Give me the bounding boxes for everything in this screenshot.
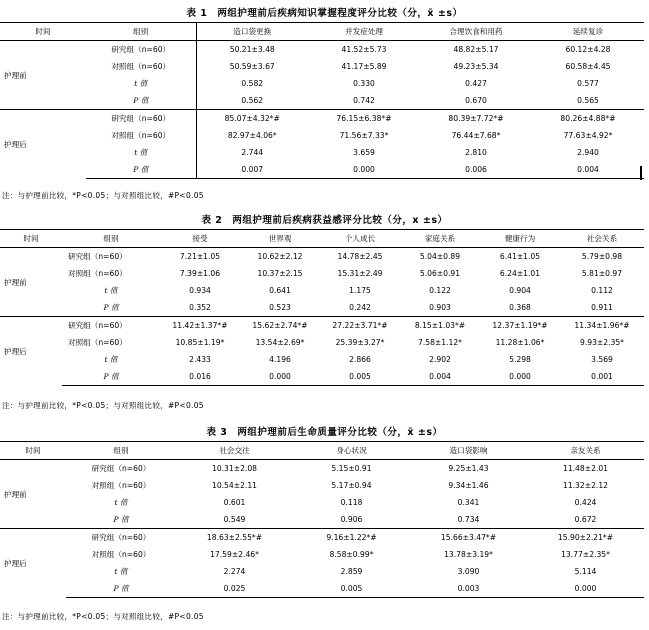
t1-cell: 49.23±5.34 [453, 62, 499, 71]
t2-header-3: 世界观 [240, 230, 320, 248]
t2-cell: 8.15±1.03*# [400, 317, 480, 335]
t2-row [0, 299, 644, 317]
t3-cell: 0.734 [457, 515, 480, 524]
t1-cell: 60.12±4.28 [565, 45, 611, 54]
t2-row-label: 研究组（n=60） [62, 317, 160, 335]
t2-header-0: 时间 [0, 230, 62, 248]
t1-cell: 41.17±5.89 [341, 62, 387, 71]
t2-header-7: 社会关系 [560, 230, 644, 248]
t2-cell: 11.42±1.37*# [160, 317, 240, 335]
t3-cell: 0.005 [293, 580, 410, 598]
t3-cell: 5.114 [574, 567, 597, 576]
t3-pre-label: 护理前 [4, 489, 27, 499]
t1-row [0, 161, 644, 179]
t3-cell: 5.17±0.94 [331, 481, 372, 490]
t3-row-label: 研究组（n=60） [91, 464, 151, 473]
t2-cell: 0.523 [269, 303, 291, 312]
table-3-header-row [0, 442, 644, 460]
table-2-note: 注：与护理前比较，*P<0.05；与对照组比较，#P<0.05 [2, 401, 204, 410]
t2-cell: 27.22±3.71*# [320, 317, 400, 335]
t2-cell: 0.000 [480, 368, 560, 386]
t2-row [0, 248, 644, 266]
t3-cell: 13.77±2.35* [561, 550, 610, 559]
t1-cell: 60.58±4.45 [565, 62, 611, 71]
table-3-caption [0, 424, 649, 438]
t2-header-2: 接受 [160, 230, 240, 248]
t1-cell: 71.56±7.33* [339, 131, 389, 140]
t2-cell: 2.433 [189, 355, 211, 364]
t3-row-label: P 值 [66, 580, 176, 598]
t2-post-label: 护理后 [0, 317, 62, 386]
t3-post-label: 护理后 [0, 529, 66, 598]
table-1-caption [0, 5, 649, 19]
t2-cell: 7.58±1.12* [418, 338, 462, 347]
t2-row-label: t 值 [104, 355, 118, 364]
t3-row-label: t 值 [114, 567, 128, 576]
t1-row-label: 对照组（n=60） [111, 131, 171, 140]
t1-row-label: P 值 [133, 96, 149, 105]
t1-row-label: t 值 [134, 79, 148, 88]
table-2-header-row [0, 230, 644, 248]
t3-cell: 0.906 [340, 515, 363, 524]
table-2-number: 表 2 [201, 215, 223, 226]
t3-cell: 10.54±2.11 [211, 481, 257, 490]
t2-row [0, 334, 644, 351]
t1-cell: 0.582 [196, 75, 308, 92]
t3-cell: 0.672 [574, 515, 597, 524]
t2-cell: 11.28±1.06* [495, 338, 545, 347]
t3-row [0, 529, 644, 547]
t3-cell: 13.78±3.19* [444, 550, 493, 559]
t2-cell: 0.005 [320, 368, 400, 386]
t1-cell: 0.577 [577, 79, 599, 88]
t1-header-5: 延续复诊 [532, 23, 644, 41]
t1-cell: 0.562 [196, 92, 308, 110]
t3-header-3: 身心状况 [293, 442, 410, 460]
t1-row [0, 127, 644, 144]
t2-cell: 0.904 [509, 286, 531, 295]
t2-cell: 3.569 [591, 355, 613, 364]
t1-cell: 41.52±5.73 [341, 45, 387, 54]
t2-cell: 0.122 [429, 286, 451, 295]
t3-row-label: 对照组（n=60） [91, 550, 151, 559]
t2-row [0, 351, 644, 368]
table-3-title: 两组护理前后生命质量评分比较（分，x̄ ±s） [237, 427, 443, 438]
t3-row-label: 对照组（n=60） [91, 481, 151, 490]
t3-row [0, 460, 644, 478]
t3-cell: 17.59±2.46* [210, 550, 259, 559]
t1-header-4: 合理饮食和用药 [420, 23, 532, 41]
t2-cell: 4.196 [269, 355, 291, 364]
t2-cell: 15.62±2.74*# [240, 317, 320, 335]
t2-row [0, 282, 644, 299]
t2-row-label: P 值 [103, 303, 119, 312]
t1-row [0, 75, 644, 92]
t3-cell: 8.58±0.99* [329, 550, 374, 559]
t2-cell: 0.368 [509, 303, 531, 312]
t1-cell: 0.000 [308, 161, 420, 179]
t1-cell: 82.97±4.06* [196, 127, 308, 144]
t1-post-label: 护理后 [0, 110, 86, 179]
t2-row-label: 研究组（n=60） [68, 252, 127, 261]
t1-cell: 77.63±4.92* [563, 131, 613, 140]
t1-row [0, 92, 644, 110]
t2-cell: 0.004 [400, 368, 480, 386]
t1-cell: 80.39±7.72*# [420, 110, 532, 128]
t2-row-label: 对照组（n=60） [68, 269, 127, 278]
t2-cell: 10.62±2.12 [257, 252, 303, 261]
t2-row-label: t 值 [104, 286, 118, 295]
t3-row [0, 477, 644, 494]
t1-cell: 0.565 [577, 96, 599, 105]
text-cursor [640, 166, 642, 180]
t1-cell: 48.82±5.17 [453, 45, 499, 54]
t2-cell: 5.04±0.89 [419, 252, 461, 261]
t1-row [0, 110, 644, 128]
t2-cell: 0.934 [189, 286, 211, 295]
t1-cell: 76.44±7.68* [451, 131, 501, 140]
table-1-header-row [0, 23, 644, 41]
t1-cell: 0.427 [465, 79, 487, 88]
t3-cell: 0.601 [223, 498, 246, 507]
t2-cell: 0.242 [349, 303, 371, 312]
t3-header-4: 造口袋影响 [410, 442, 527, 460]
t3-header-2: 社会交往 [176, 442, 293, 460]
t3-cell: 15.90±2.21*# [527, 529, 644, 547]
t2-cell: 5.81±0.97 [581, 269, 623, 278]
t3-cell: 0.424 [574, 498, 597, 507]
t3-cell: 10.31±2.08 [211, 464, 257, 473]
t1-cell: 0.742 [353, 96, 375, 105]
t1-cell: 0.004 [532, 161, 644, 179]
t2-row-label: P 值 [62, 368, 160, 386]
t1-row [0, 58, 644, 75]
t2-cell: 2.866 [349, 355, 371, 364]
t1-cell: 80.26±4.88*# [532, 110, 644, 128]
t2-header-4: 个人成长 [320, 230, 400, 248]
t3-cell: 0.003 [410, 580, 527, 598]
table-2-caption [0, 212, 649, 226]
t1-header-1: 组别 [86, 23, 196, 41]
t3-cell: 5.15±0.91 [331, 464, 372, 473]
t1-cell: 2.744 [196, 144, 308, 161]
t2-cell: 6.41±1.05 [499, 252, 541, 261]
t2-cell: 0.641 [269, 286, 291, 295]
t1-cell: 2.940 [577, 148, 599, 157]
t2-cell: 5.298 [509, 355, 531, 364]
t3-cell: 9.34±1.46 [448, 481, 489, 490]
t2-cell: 9.93±2.35* [580, 338, 624, 347]
t2-row-label: 对照组（n=60） [68, 338, 127, 347]
t3-cell: 9.16±1.22*# [293, 529, 410, 547]
t2-cell: 10.85±1.19* [175, 338, 225, 347]
t2-cell: 0.911 [591, 303, 613, 312]
t3-cell: 11.48±2.01 [562, 464, 608, 473]
t2-cell: 6.24±1.01 [499, 269, 541, 278]
t2-cell: 10.37±2.15 [257, 269, 303, 278]
t3-row-label: 研究组（n=60） [66, 529, 176, 547]
t1-row-label: 研究组（n=60） [111, 45, 171, 54]
table-2 [0, 229, 644, 386]
t1-cell: 50.59±3.67 [196, 58, 308, 75]
t1-header-3: 并发症处理 [308, 23, 420, 41]
t1-cell: 0.006 [420, 161, 532, 179]
t2-cell: 12.37±1.19*# [480, 317, 560, 335]
t1-row-label: 对照组（n=60） [111, 62, 171, 71]
table-1-note: 注：与护理前比较，*P<0.05；与对照组比较，#P<0.05 [2, 191, 204, 200]
t3-row [0, 546, 644, 563]
t1-cell: 2.810 [465, 148, 487, 157]
t1-cell: 50.21±3.48 [196, 41, 308, 59]
t1-row-label: 研究组（n=60） [86, 110, 196, 128]
t2-cell: 25.39±3.27* [335, 338, 385, 347]
t2-header-6: 健康行为 [480, 230, 560, 248]
t1-cell: 76.15±6.38*# [308, 110, 420, 128]
t3-cell: 0.118 [340, 498, 363, 507]
t3-cell: 0.000 [527, 580, 644, 598]
t3-header-5: 亲友关系 [527, 442, 644, 460]
t1-cell: 0.670 [465, 96, 487, 105]
table-3-number: 表 3 [206, 427, 228, 438]
t1-row [0, 41, 644, 59]
t3-row-label: t 值 [114, 498, 128, 507]
t1-cell: 0.330 [353, 79, 375, 88]
t1-pre-label: 护理前 [4, 70, 27, 80]
t2-cell: 15.31±2.49 [337, 269, 383, 278]
t2-cell: 0.016 [160, 368, 240, 386]
t3-row [0, 511, 644, 529]
t2-cell: 14.78±2.45 [337, 252, 383, 261]
t3-cell: 2.274 [223, 567, 246, 576]
t2-row [0, 317, 644, 335]
t2-header-5: 家庭关系 [400, 230, 480, 248]
t3-header-1: 组别 [66, 442, 176, 460]
t2-cell: 7.21±1.05 [179, 252, 221, 261]
t1-row-label: t 值 [134, 148, 148, 157]
table-1-number: 表 1 [186, 8, 208, 19]
t3-cell: 0.025 [176, 580, 293, 598]
t2-cell: 0.112 [591, 286, 613, 295]
t1-header-0: 时间 [0, 23, 86, 41]
t1-header-2: 造口袋更换 [196, 23, 308, 41]
t2-cell: 7.39±1.06 [179, 269, 221, 278]
t1-cell: 0.007 [196, 161, 308, 179]
t3-cell: 15.66±3.47*# [410, 529, 527, 547]
t3-header-0: 时间 [0, 442, 66, 460]
t3-cell: 0.549 [223, 515, 246, 524]
t3-cell: 0.341 [457, 498, 480, 507]
t1-row-label: P 值 [86, 161, 196, 179]
t2-row [0, 368, 644, 386]
t3-cell: 2.859 [340, 567, 363, 576]
t2-cell: 5.79±0.98 [581, 252, 623, 261]
t2-pre-label: 护理前 [4, 277, 27, 287]
table-1 [0, 22, 644, 179]
t2-cell: 0.352 [189, 303, 211, 312]
t2-cell: 0.001 [560, 368, 644, 386]
t3-cell: 18.63±2.55*# [176, 529, 293, 547]
t2-cell: 1.175 [349, 286, 371, 295]
t2-cell: 11.34±1.96*# [560, 317, 644, 335]
t1-row [0, 144, 644, 161]
t3-row [0, 494, 644, 511]
t1-cell: 85.07±4.32*# [196, 110, 308, 128]
t3-cell: 11.32±2.12 [562, 481, 608, 490]
t3-row [0, 580, 644, 598]
t3-cell: 9.25±1.43 [448, 464, 489, 473]
t3-cell: 3.090 [457, 567, 480, 576]
t2-cell: 13.54±2.69* [255, 338, 305, 347]
t3-row [0, 563, 644, 580]
table-1-title: 两组护理前后疾病知识掌握程度评分比较（分，x̄ ±s） [217, 8, 463, 19]
t1-cell: 3.659 [353, 148, 375, 157]
table-2-title: 两组护理前后疾病获益感评分比较（分，x ±s） [232, 215, 448, 226]
t3-row-label: P 值 [113, 515, 129, 524]
t2-header-1: 组别 [62, 230, 160, 248]
table-3-note: 注：与护理前比较，*P<0.05；与对照组比较，#P<0.05 [2, 612, 204, 621]
t2-row [0, 265, 644, 282]
t2-cell: 2.902 [429, 355, 451, 364]
t2-cell: 0.000 [240, 368, 320, 386]
t2-cell: 0.903 [429, 303, 451, 312]
t2-cell: 5.06±0.91 [419, 269, 461, 278]
table-3 [0, 441, 644, 598]
